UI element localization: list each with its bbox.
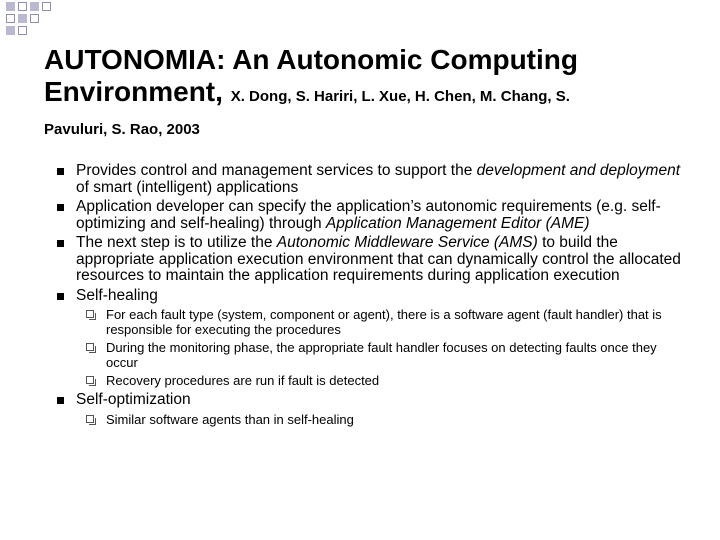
bullet-list [42,163,682,430]
hollow-square-bullet-icon [86,376,94,384]
square-bullet-icon [57,204,64,211]
slide-title [44,44,704,141]
hollow-square-bullet-icon [86,415,94,423]
bullet-item: Provides control and management services to support the development and deployment of smart (intelligent) applications [42,163,682,196]
bullet-item: The next step is to utilize the Autonomic Middleware Service (AMS) to build the appropriate application execution environment that can dynamically control the allocated resources to maintain the application requirements during application execution [42,235,682,285]
bullet-item: Self-healing [42,288,682,305]
bullet-item: Application developer can specify the application’s autonomic requirements (e.g. self-optimizing and self-healing) through Application Management Editor (AME) [42,199,682,232]
corner-decoration [0,0,70,42]
bullet-item: Self-optimization [42,392,682,409]
square-bullet-icon [57,293,64,300]
title-authors: X. Dong, S. Hariri, L. Xue, H. Chen, M. Chang, S. [230,88,570,105]
square-bullet-icon [57,397,64,404]
title-main: AUTONOMIA: An Autonomic Computing Environment, [44,44,578,107]
sub-bullet-item: During the monitoring phase, the appropriate fault handler focuses on detecting faults once they occur [42,340,682,370]
sub-bullet-item: Recovery procedures are run if fault is detected [42,373,682,388]
square-bullet-icon [57,168,64,175]
sub-bullet-item: Similar software agents than in self-healing [42,412,682,427]
square-bullet-icon [57,240,64,247]
hollow-square-bullet-icon [86,343,94,351]
hollow-square-bullet-icon [86,310,94,318]
sub-bullet-item: For each fault type (system, component or agent), there is a software agent (fault handler) that is responsible for executing the procedures [42,307,682,337]
title-authors-line2: Pavuluri, S. Rao, 2003 [44,121,200,138]
